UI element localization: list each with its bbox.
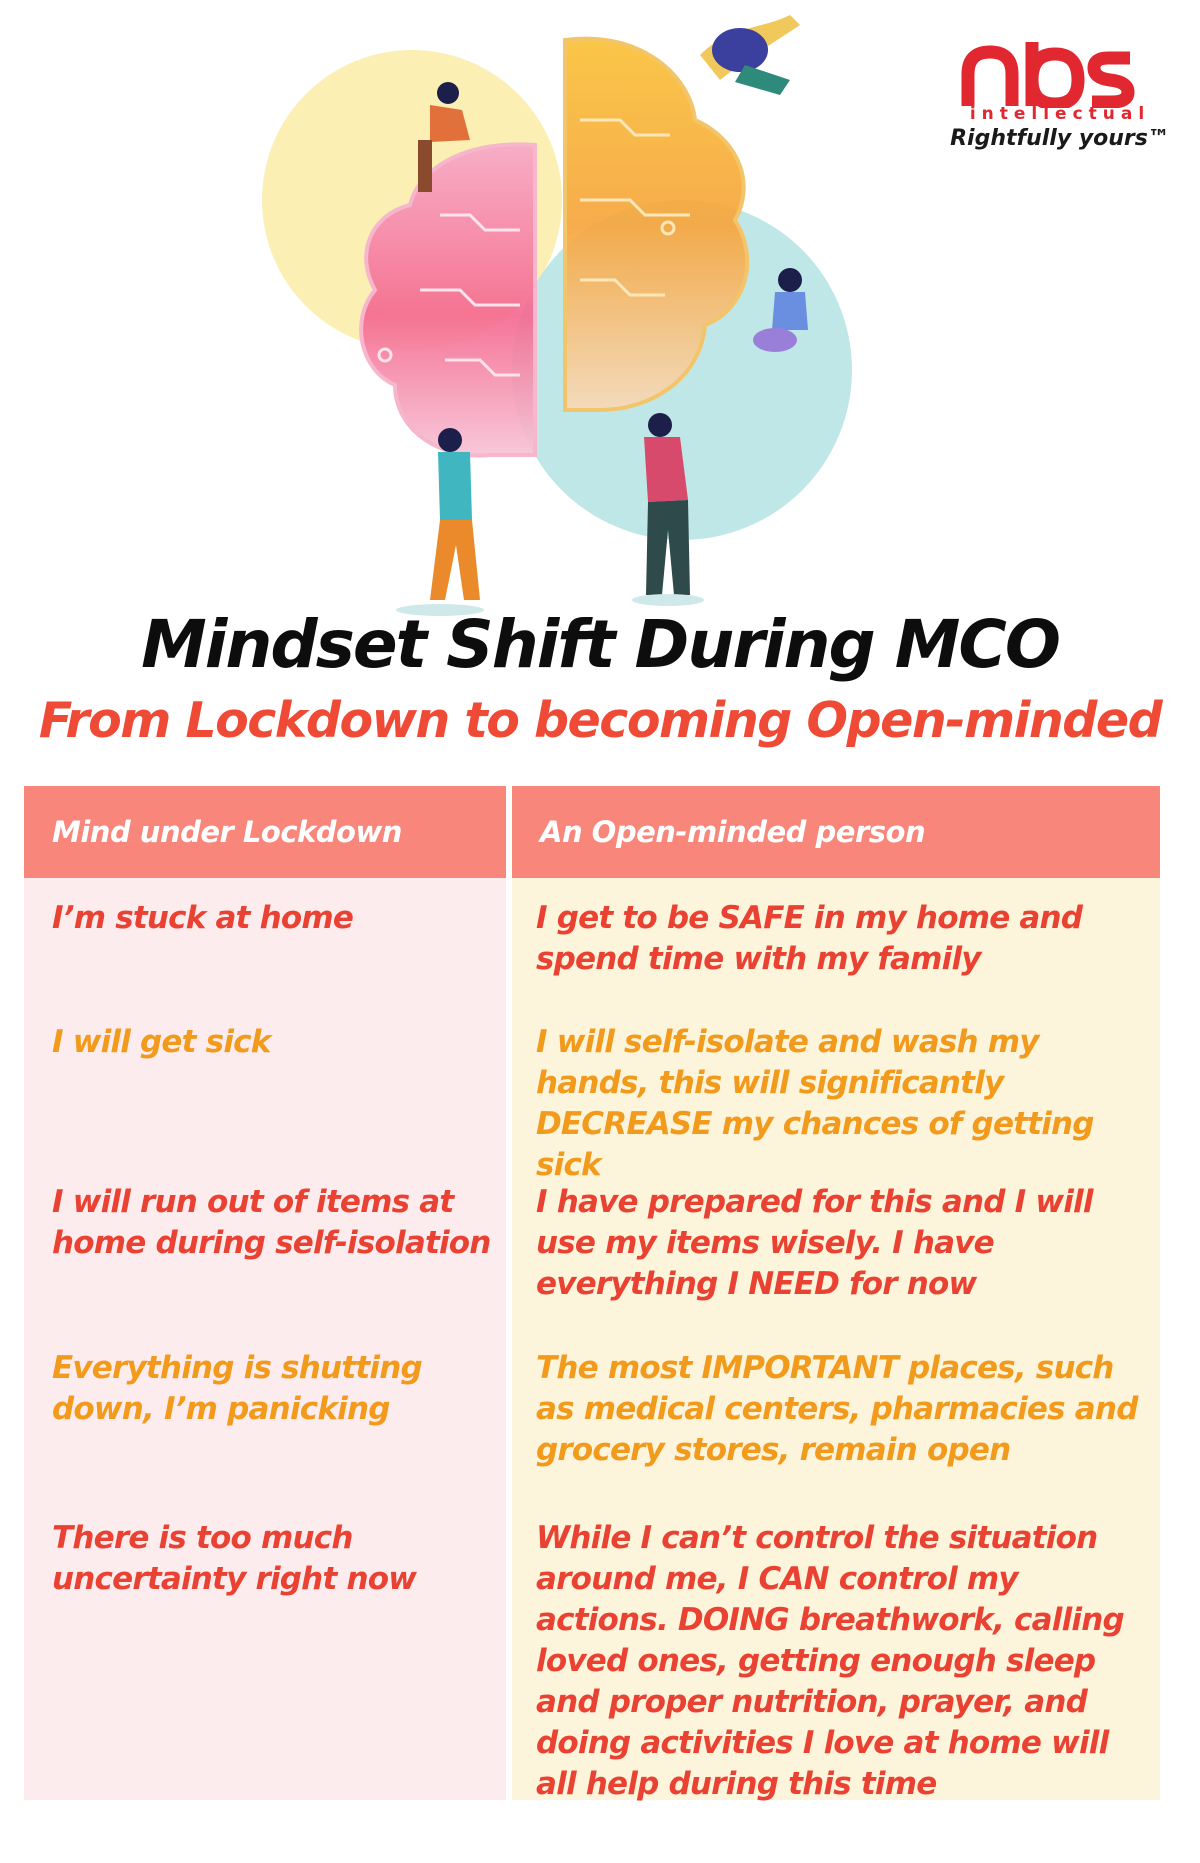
lockdown-column <box>24 786 506 1800</box>
openminded-cell: The most IMPORTANT places, such as medical centers, pharmacies and grocery stores, remain open <box>536 1350 1138 1468</box>
openminded-column-header: An Open-minded person <box>512 786 1160 878</box>
lockdown-cell: There is too much uncertainty right now <box>52 1520 417 1597</box>
openminded-cell: I have prepared for this and I will use my items wisely. I have everything I NEED for now <box>536 1184 1093 1302</box>
lockdown-cell: I will get sick <box>52 1024 271 1060</box>
lockdown-cell: I’m stuck at home <box>52 900 354 936</box>
lockdown-cell: Everything is shutting down, I’m panicking <box>52 1350 422 1427</box>
logo-tagline: Rightfully yours™ <box>950 126 1170 151</box>
page-title: Mindset Shift During MCO <box>141 606 1059 683</box>
openminded-column <box>512 786 1160 1800</box>
lockdown-cell: I will run out of items at home during self-isolation <box>52 1184 491 1261</box>
comparison-table <box>24 786 1160 1800</box>
openminded-cell: I get to be SAFE in my home and spend time with my family <box>536 900 1083 977</box>
lockdown-column-header: Mind under Lockdown <box>24 786 506 878</box>
openminded-cell: I will self-isolate and wash my hands, this will significantly DECREASE my chances of getting sick <box>536 1024 1094 1183</box>
openminded-cell: While I can’t control the situation around me, I CAN control my actions. DOING breathwork, calling loved ones, getting enough sleep and proper nutrition, prayer, and doing activities I love at home will all help during this time <box>536 1520 1124 1802</box>
nbs-logo[interactable] <box>950 40 1170 151</box>
page-subtitle: From Lockdown to becoming Open-minded <box>38 692 1162 749</box>
logo-subtitle: intellectual <box>969 104 1151 124</box>
nbs-logo-icon <box>960 40 1140 108</box>
